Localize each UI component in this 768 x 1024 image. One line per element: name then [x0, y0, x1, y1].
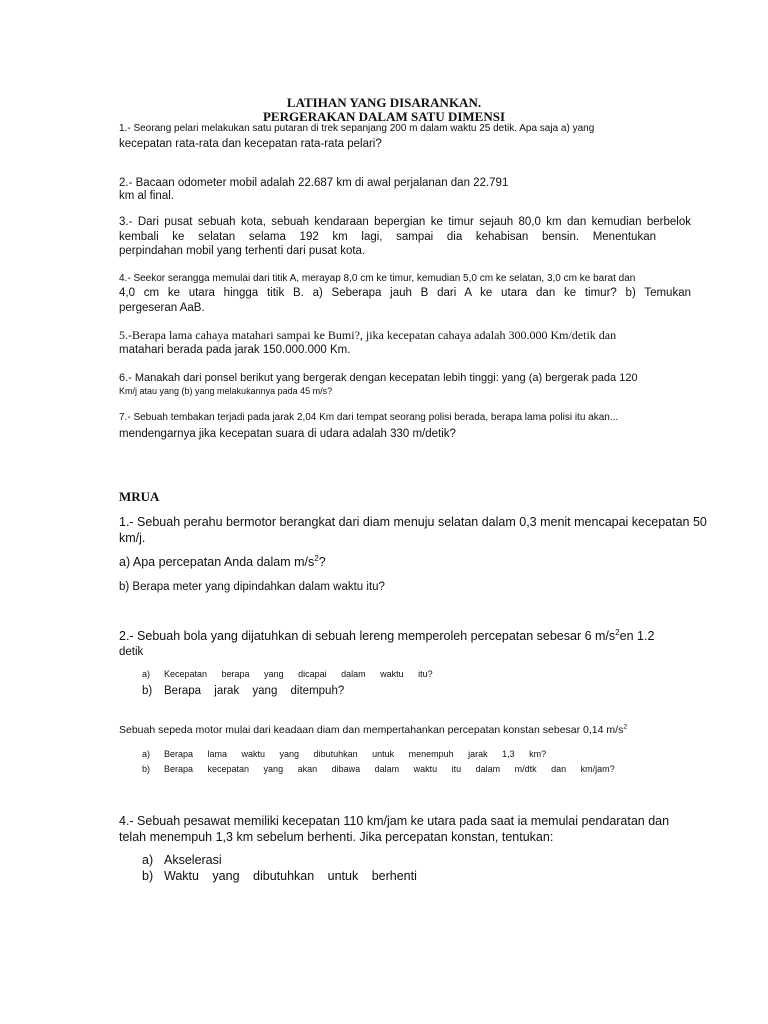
part-a-text: a) Apa percepatan Anda dalam m/s: [119, 555, 315, 569]
item-text: Berapa jarak yang ditempuh?: [164, 685, 345, 697]
superscript: 2: [615, 627, 620, 637]
item-text: Kecepatan berapa yang dicapai dalam waktu itu?: [164, 669, 433, 679]
line-suffix: en 1.2: [619, 629, 655, 643]
item-text: Waktu yang dibutuhkan untuk berhenti: [164, 869, 417, 883]
mrua-question-4-line-2: telah menempuh 1,3 km sebelum berhenti. Jika percepatan konstan, tentukan:: [119, 830, 554, 844]
part-a-suffix: ?: [318, 555, 326, 569]
item-text: Akselerasi: [164, 853, 222, 867]
mrua-question-4-line-1: 4.- Sebuah pesawat memiliki kecepatan 110 km/jam ke utara pada saat ia memulai pendaratan dan: [119, 814, 670, 828]
item-letter: a): [142, 669, 151, 679]
mrua-question-4-part-b: [142, 869, 417, 884]
question-6-line-2: Km/j atau yang (b) yang melakukannya pada 45 m/s?: [119, 386, 333, 396]
item-letter: a): [142, 853, 154, 867]
question-6-line-1: 6.- Manakah dari ponsel berikut yang bergerak dengan kecepatan lebih tinggi: yang (a) bergerak pada 120: [119, 372, 638, 384]
mrua-question-1-part-b: b) Berapa meter yang dipindahkan dalam waktu itu?: [119, 581, 385, 593]
item-letter: a): [142, 749, 151, 759]
question-2-line-2: km al final.: [119, 190, 174, 202]
section-heading-mrua: MRUA: [119, 489, 160, 504]
mrua-question-4-part-a: [142, 853, 222, 868]
line-text: 2.- Sebuah bola yang dijatuhkan di sebuah lereng memperoleh percepatan sebesar 6 m/s: [119, 629, 616, 643]
mrua-question-3-intro: [119, 724, 627, 736]
question-7-line-2: mendengarnya jika kecepatan suara di udara adalah 330 m/detik?: [119, 428, 456, 440]
mrua-question-2-line-2: detik: [119, 646, 144, 658]
intro-text: Sebuah sepeda motor mulai dari keadaan diam dan mempertahankan percepatan konstan sebesar 0,14 m/s: [119, 724, 624, 736]
question-1-line-1: 1.- Seorang pelari melakukan satu putaran di trek sepanjang 200 m dalam waktu 25 detik. Apa saja a) yang: [119, 123, 595, 134]
superscript: 2: [623, 723, 628, 731]
question-4-line-3: pergeseran AaB.: [119, 302, 205, 314]
question-5-line-1: 5.-Berapa lama cahaya matahari sampai ke Bumi?, jika kecepatan cahaya adalah 300.000 Km/detik dan: [119, 328, 617, 342]
mrua-question-1-line-1: 1.- Sebuah perahu bermotor berangkat dari diam menuju selatan dalam 0,3 menit mencapai kecepatan 50: [119, 515, 707, 529]
question-3-line-1: 3.- Dari pusat sebuah kota, sebuah kendaraan bepergian ke timur sejauh 80,0 km dan kemudian berbelok: [119, 216, 691, 228]
item-text: Berapa kecepatan yang akan dibawa dalam waktu itu dalam m/dtk dan km/jam?: [164, 764, 615, 774]
item-letter: b): [142, 685, 153, 697]
question-3-line-3: perpindahan mobil yang terhenti dari pusat kota.: [119, 245, 366, 257]
question-1-line-2: kecepatan rata-rata dan kecepatan rata-rata pelari?: [119, 138, 382, 150]
item-letter: b): [142, 869, 154, 883]
question-2-line-1: 2.- Bacaan odometer mobil adalah 22.687 km di awal perjalanan dan 22.791: [119, 177, 509, 189]
mrua-question-2-line-1: [119, 629, 654, 644]
mrua-question-3-part-b: [142, 764, 615, 775]
question-5-line-2: matahari berada pada jarak 150.000.000 Km.: [119, 344, 351, 356]
mrua-question-3-part-a: [142, 749, 546, 760]
mrua-question-2-part-b: [142, 684, 344, 698]
document-title: LATIHAN YANG DISARANKAN.: [286, 95, 482, 110]
mrua-question-1-part-a: [119, 555, 326, 570]
document-subtitle: PERGERAKAN DALAM SATU DIMENSI: [262, 109, 506, 124]
mrua-question-1-line-2: km/j.: [119, 531, 146, 545]
question-3-line-2: kembali ke selatan selama 192 km lagi, sampai dia kehabisan bensin. Menentukan: [119, 231, 656, 243]
question-4-line-1: 4.- Seekor serangga memulai dari titik A, merayap 8,0 cm ke timur, kemudian 5,0 cm ke selatan, 3,0 cm ke barat dan: [119, 273, 636, 284]
question-7-line-1: 7.- Sebuah tembakan terjadi pada jarak 2,04 Km dari tempat seorang polisi berada, berapa lama polisi itu akan...: [119, 412, 619, 423]
superscript: 2: [314, 553, 319, 563]
item-text: Berapa lama waktu yang dibutuhkan untuk menempuh jarak 1,3 km?: [164, 749, 547, 759]
item-letter: b): [142, 764, 151, 774]
question-4-line-2: 4,0 cm ke utara hingga titik B. a) Seberapa jauh B dari A ke utara dan ke timur? b) Temukan: [119, 287, 691, 299]
mrua-question-2-part-a: [142, 669, 433, 680]
